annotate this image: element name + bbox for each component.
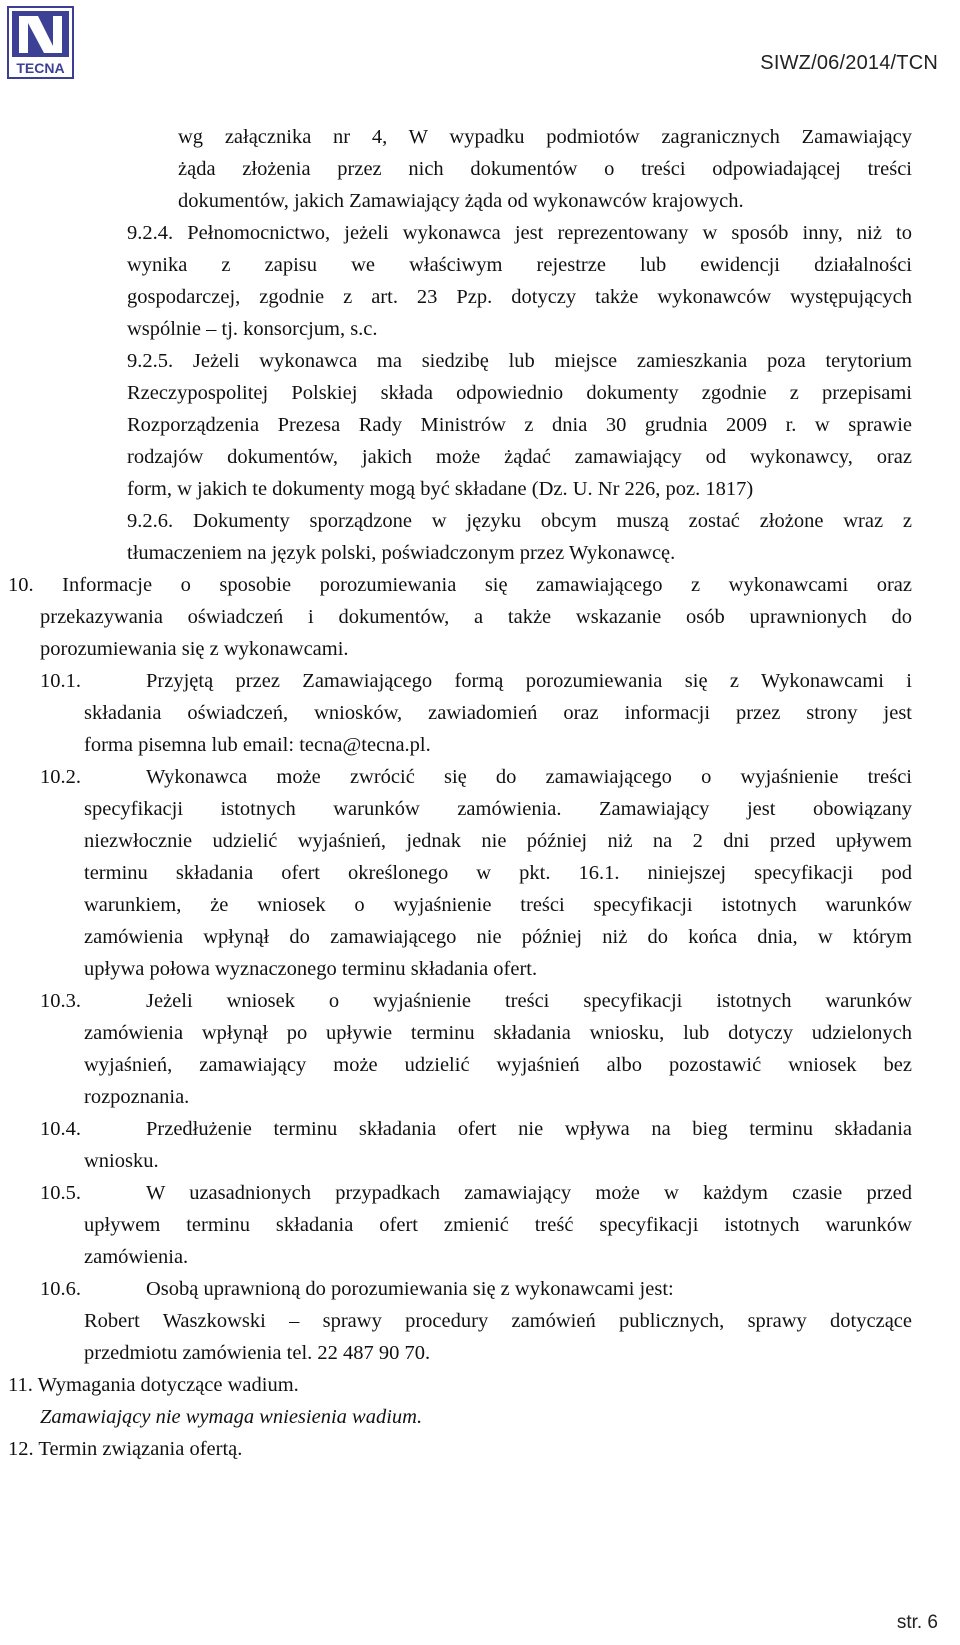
section-heading: 10. Informacje o sposobie porozumiewania się zamawiającego z wykonawcami oraz xyxy=(8,574,912,596)
text-line: zamówienia wpłynął po upływie terminu składania wniosku, lub dotyczy udzielonych xyxy=(84,1022,912,1044)
text-line: wg załącznika nr 4, W wypadku podmiotów zagranicznych Zamawiający xyxy=(178,126,912,148)
text-line: porozumiewania się z wykonawcami. xyxy=(40,638,349,660)
text-line: Wykonawca może zwrócić się do zamawiającego o wyjaśnienie treści xyxy=(146,766,912,788)
text-line: przedmiotu zamówienia tel. 22 487 90 70. xyxy=(84,1342,431,1364)
text-line: warunkiem, że wniosek o wyjaśnienie treści specyfikacji istotnych warunków xyxy=(84,894,912,916)
item-number: 10.1. xyxy=(40,670,81,692)
text-line: upływa połowa wyznaczonego terminu składania ofert. xyxy=(84,958,538,980)
text-line: wniosku. xyxy=(84,1150,159,1172)
text-line: gospodarczej, zgodnie z art. 23 Pzp. dotyczy także wykonawców występujących xyxy=(127,286,912,308)
text-line: rozpoznania. xyxy=(84,1086,190,1108)
section-heading: 11. Wymagania dotyczące wadium. xyxy=(8,1374,299,1396)
tecna-logo xyxy=(7,6,74,79)
text-line: Robert Waszkowski – sprawy procedury zamówień publicznych, sprawy dotyczące xyxy=(84,1310,912,1332)
text-line: upływem terminu składania ofert zmienić treść specyfikacji istotnych warunków xyxy=(84,1214,912,1236)
text-line: Osobą uprawnioną do porozumiewania się z wykonawcami jest: xyxy=(146,1278,674,1300)
text-line: niezwłocznie udzielić wyjaśnień, jednak nie później niż na 2 dni przed upływem xyxy=(84,830,912,852)
item-number: 10.6. xyxy=(40,1278,81,1300)
text-line: Jeżeli wniosek o wyjaśnienie treści specyfikacji istotnych warunków xyxy=(146,990,912,1012)
text-line: Przyjętą przez Zamawiającego formą porozumiewania się z Wykonawcami i xyxy=(146,670,912,692)
text-line: forma pisemna lub email: tecna@tecna.pl. xyxy=(84,734,431,756)
text-line: wspólnie – tj. konsorcjum, s.c. xyxy=(127,318,378,340)
item-number: 10.5. xyxy=(40,1182,81,1204)
item-number: 10.3. xyxy=(40,990,81,1012)
text-line: Przedłużenie terminu składania ofert nie wpływa na bieg terminu składania xyxy=(146,1118,912,1140)
text-line: Rozporządzenia Prezesa Rady Ministrów z dnia 30 grudnia 2009 r. w sprawie xyxy=(127,414,912,436)
text-line: dokumentów, jakich Zamawiający żąda od wykonawców krajowych. xyxy=(178,190,744,212)
text-line: wyjaśnień, zamawiający może udzielić wyjaśnień albo pozostawić wniosek bez xyxy=(84,1054,912,1076)
item-number: 10.4. xyxy=(40,1118,81,1140)
text-line: zamówienia wpłynął do zamawiającego nie później niż do końca dnia, w którym xyxy=(84,926,912,948)
text-line: rodzajów dokumentów, jakich może żądać zamawiający od wykonawcy, oraz xyxy=(127,446,912,468)
text-line: przekazywania oświadczeń i dokumentów, a także wskazanie osób uprawnionych do xyxy=(40,606,912,628)
text-line: specyfikacji istotnych warunków zamówienia. Zamawiający jest obowiązany xyxy=(84,798,912,820)
text-line: zamówienia. xyxy=(84,1246,189,1268)
text-line: 9.2.4. Pełnomocnictwo, jeżeli wykonawca jest reprezentowany w sposób inny, niż to xyxy=(127,222,912,244)
text-line: W uzasadnionych przypadkach zamawiający może w każdym czasie przed xyxy=(146,1182,912,1204)
text-line: 9.2.6. Dokumenty sporządzone w języku obcym muszą zostać złożone wraz z xyxy=(127,510,912,532)
logo-text: TECNA xyxy=(16,60,65,76)
text-line: żąda złożenia przez nich dokumentów o treści odpowiadającej treści xyxy=(178,158,912,180)
text-line: Rzeczypospolitej Polskiej składa odpowiednio dokumenty zgodnie z przepisami xyxy=(127,382,912,404)
document-code: SIWZ/06/2014/TCN xyxy=(760,52,938,74)
text-line: wynika z zapisu we właściwym rejestrze lub ewidencji działalności xyxy=(127,254,912,276)
item-number: 10.2. xyxy=(40,766,81,788)
text-line: składania oświadczeń, wniosków, zawiadomień oraz informacji przez strony jest xyxy=(84,702,912,724)
text-line: Zamawiający nie wymaga wniesienia wadium. xyxy=(40,1406,423,1428)
text-line: form, w jakich te dokumenty mogą być składane (Dz. U. Nr 226, poz. 1817) xyxy=(127,478,754,500)
section-heading: 12. Termin związania ofertą. xyxy=(8,1438,243,1460)
page-number: str. 6 xyxy=(896,1612,938,1633)
text-line: tłumaczeniem na język polski, poświadczonym przez Wykonawcę. xyxy=(127,542,676,564)
text-line: 9.2.5. Jeżeli wykonawca ma siedzibę lub miejsce zamieszkania poza terytorium xyxy=(127,350,912,372)
text-line: terminu składania ofert określonego w pkt. 16.1. niniejszej specyfikacji pod xyxy=(84,862,912,884)
